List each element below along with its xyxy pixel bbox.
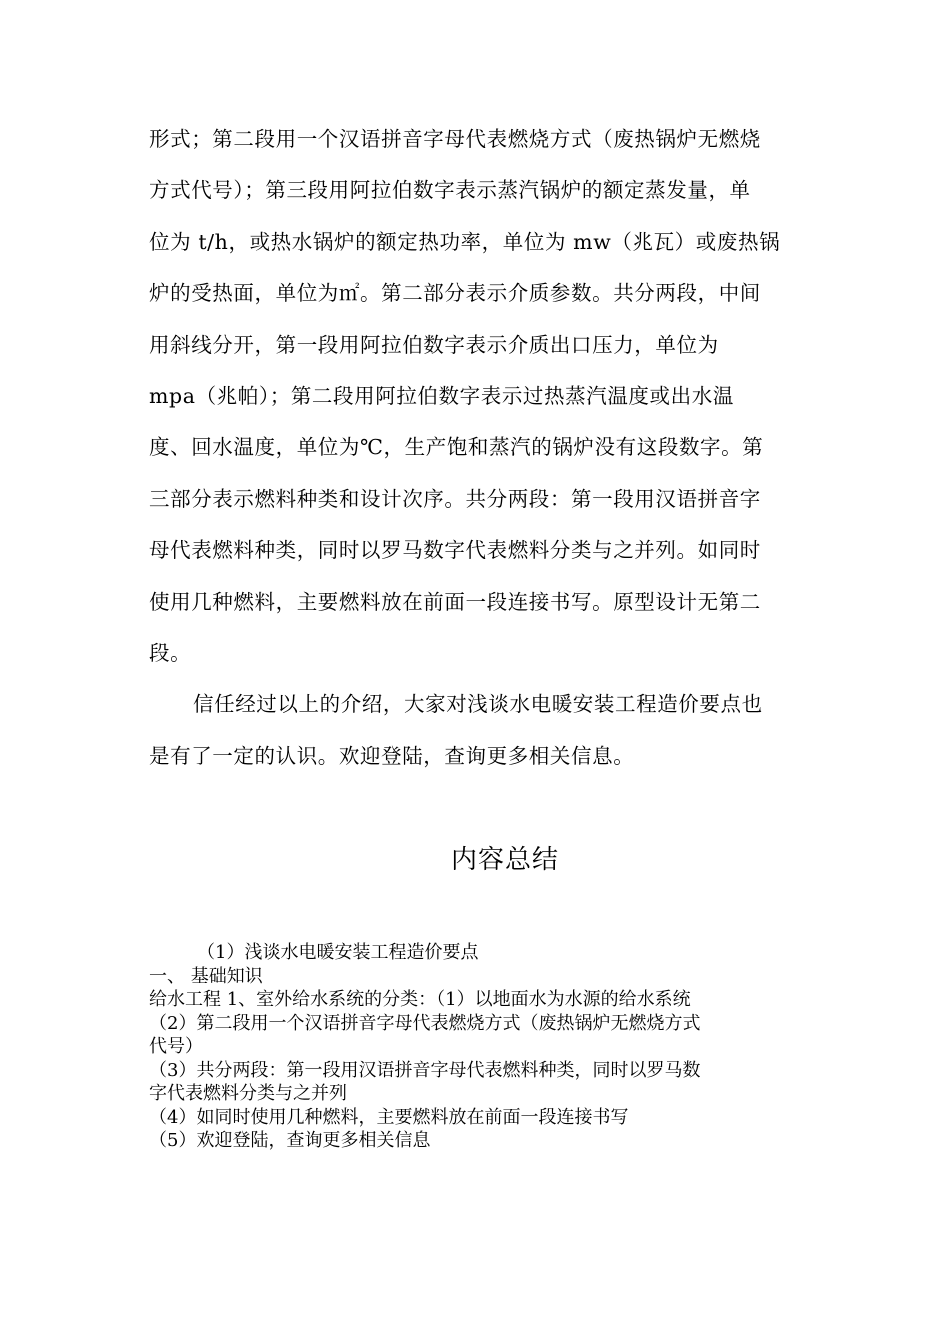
body-text bbox=[149, 114, 801, 782]
body-line: 度、回水温度，单位为℃，生产饱和蒸汽的锅炉没有这段数字。第 bbox=[149, 435, 764, 460]
body-line: mpa（兆帕）；第二段用阿拉伯数字表示过热蒸汽温度或出水温 bbox=[149, 383, 734, 408]
closing-paragraph-line: 是有了一定的认识。欢迎登陆，查询更多相关信息。 bbox=[149, 743, 635, 768]
summary-line: （4）如同时使用几种燃料，主要燃料放在前面一段连接书写 bbox=[149, 1106, 629, 1128]
closing-paragraph-line: 信任经过以上的介绍，大家对浅谈水电暖安装工程造价要点也 bbox=[193, 692, 763, 717]
body-line: 使用几种燃料，主要燃料放在前面一段连接书写。原型设计无第二 bbox=[149, 589, 761, 614]
summary-line: 字代表燃料分类与之并列 bbox=[149, 1083, 347, 1104]
body-line: 位为 t/h，或热水锅炉的额定热功率，单位为 mw（兆瓦）或废热锅 bbox=[149, 229, 781, 254]
body-line: 三部分表示燃料种类和设计次序。共分两段：第一段用汉语拼音字 bbox=[149, 486, 761, 511]
summary-line: 给水工程 1、室外给水系统的分类：（1）以地面水为水源的给水系统 bbox=[149, 989, 691, 1010]
summary-line: （5）欢迎登陆，查询更多相关信息 bbox=[149, 1130, 431, 1151]
summary-line: 代号） bbox=[149, 1036, 203, 1057]
summary-line: （3）共分两段：第一段用汉语拼音字母代表燃料种类，同时以罗马数 bbox=[149, 1059, 701, 1081]
body-line: 形式；第二段用一个汉语拼音字母代表燃烧方式（废热锅炉无燃烧 bbox=[149, 127, 761, 151]
summary-title: 内容总结 bbox=[450, 845, 559, 875]
body-line: 炉的受热面，单位为㎡。第二部分表示介质参数。共分两段，中间 bbox=[149, 281, 761, 306]
body-line: 母代表燃料种类，同时以罗马数字代表燃料分类与之并列。如同时 bbox=[149, 538, 761, 563]
body-line: 用斜线分开，第一段用阿拉伯数字表示介质出口压力，单位为 bbox=[149, 332, 719, 357]
body-line: 方式代号）；第三段用阿拉伯数字表示蒸汽锅炉的额定蒸发量，单 bbox=[149, 178, 751, 203]
summary-line: 一、 基础知识 bbox=[149, 965, 263, 987]
summary-line: （2）第二段用一个汉语拼音字母代表燃烧方式（废热锅炉无燃烧方式 bbox=[149, 1012, 701, 1034]
body-line: 段。 bbox=[149, 640, 192, 665]
summary-list bbox=[149, 941, 809, 1153]
summary-line: （1）浅谈水电暖安装工程造价要点 bbox=[197, 942, 479, 963]
